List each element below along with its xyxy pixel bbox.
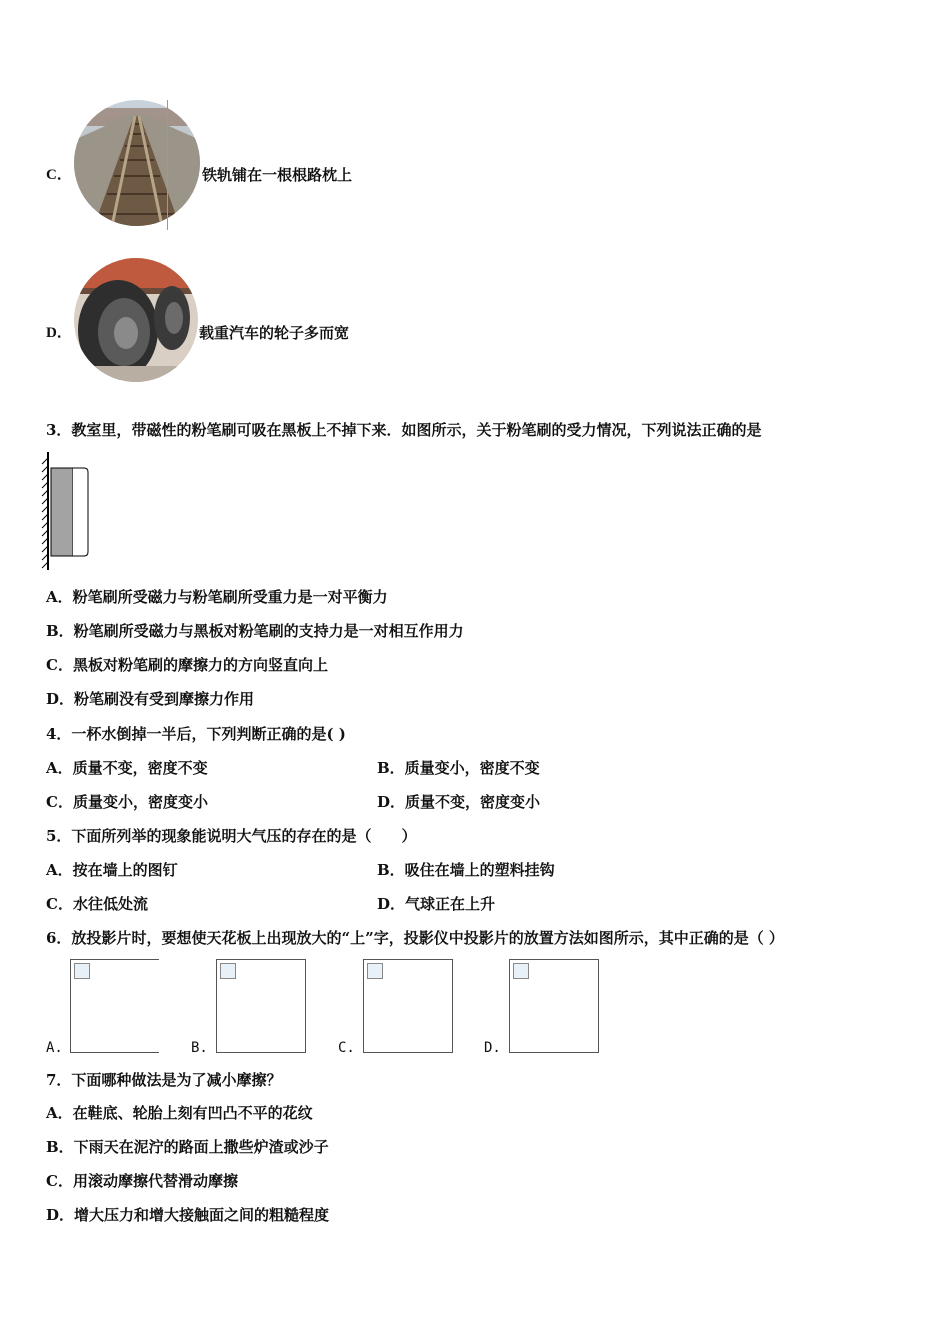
q5-option-d: D．气球正在上升 [377,895,496,913]
q5-option-c: C．水往低处流 [46,895,148,913]
q7-option-a: A．在鞋底、轮胎上刻有凹凸不平的花纹 [46,1104,313,1122]
q3-option-c: C．黑板对粉笔刷的摩擦力的方向竖直向上 [46,656,328,674]
q5-option-a: A．按在墙上的图钉 [46,861,178,879]
image-edge-line [167,100,168,230]
q3-option-a: A．粉笔刷所受磁力与粉笔刷所受重力是一对平衡力 [46,588,388,606]
q6-label-c: C. [338,1040,355,1056]
q3-stem: 3．教室里，带磁性的粉笔刷可吸在黑板上不掉下来．如图所示，关于粉笔刷的受力情况，下列说法正确的是 [46,421,762,439]
broken-image-icon [74,963,90,979]
q6-label-a: A. [46,1040,63,1056]
option-d-letter: D． [46,325,72,341]
q3-option-d: D．粉笔刷没有受到摩擦力作用 [46,690,255,708]
q4-option-c: C．质量变小，密度变小 [46,793,208,811]
railway-track-image [74,100,200,226]
truck-wheels-image [74,258,198,382]
q7-option-c: C．用滚动摩擦代替滑动摩擦 [46,1172,238,1190]
q6-label-b: B. [191,1040,208,1056]
q6-image-a [70,959,159,1053]
chalk-brush-diagram [40,452,96,572]
q6-image-c [363,959,453,1053]
option-c-caption: 铁轨铺在一根根路枕上 [202,166,353,184]
q4-option-d: D．质量不变，密度变小 [377,793,541,811]
q7-option-d: D．增大压力和增大接触面之间的粗糙程度 [46,1206,330,1224]
q4-option-b: B．质量变小，密度不变 [377,759,540,777]
q6-image-d [509,959,599,1053]
q4-option-a: A．质量不变，密度不变 [46,759,208,777]
q7-option-b: B．下雨天在泥泞的路面上撒些炉渣或沙子 [46,1138,329,1156]
option-c-letter: C． [46,167,72,183]
q7-stem: 7．下面哪种做法是为了减小摩擦？ [46,1071,282,1089]
q6-image-b [216,959,306,1053]
q3-option-b: B．粉笔刷所受磁力与黑板对粉笔刷的支持力是一对相互作用力 [46,622,464,640]
q6-stem: 6．放投影片时，要想使天花板上出现放大的“上”字，投影仪中投影片的放置方法如图所示，其中正确的是（ ） [46,929,784,947]
q4-stem: 4．一杯水倒掉一半后，下列判断正确的是( ) [46,725,346,743]
broken-image-icon [513,963,529,979]
option-d-caption: 载重汽车的轮子多而宽 [199,324,350,342]
broken-image-icon [367,963,383,979]
q6-label-d: D. [484,1040,501,1056]
q5-option-b: B．吸住在墙上的塑料挂钩 [377,861,555,879]
q5-stem: 5．下面所列举的现象能说明大气压的存在的是（ ） [46,827,417,845]
broken-image-icon [220,963,236,979]
